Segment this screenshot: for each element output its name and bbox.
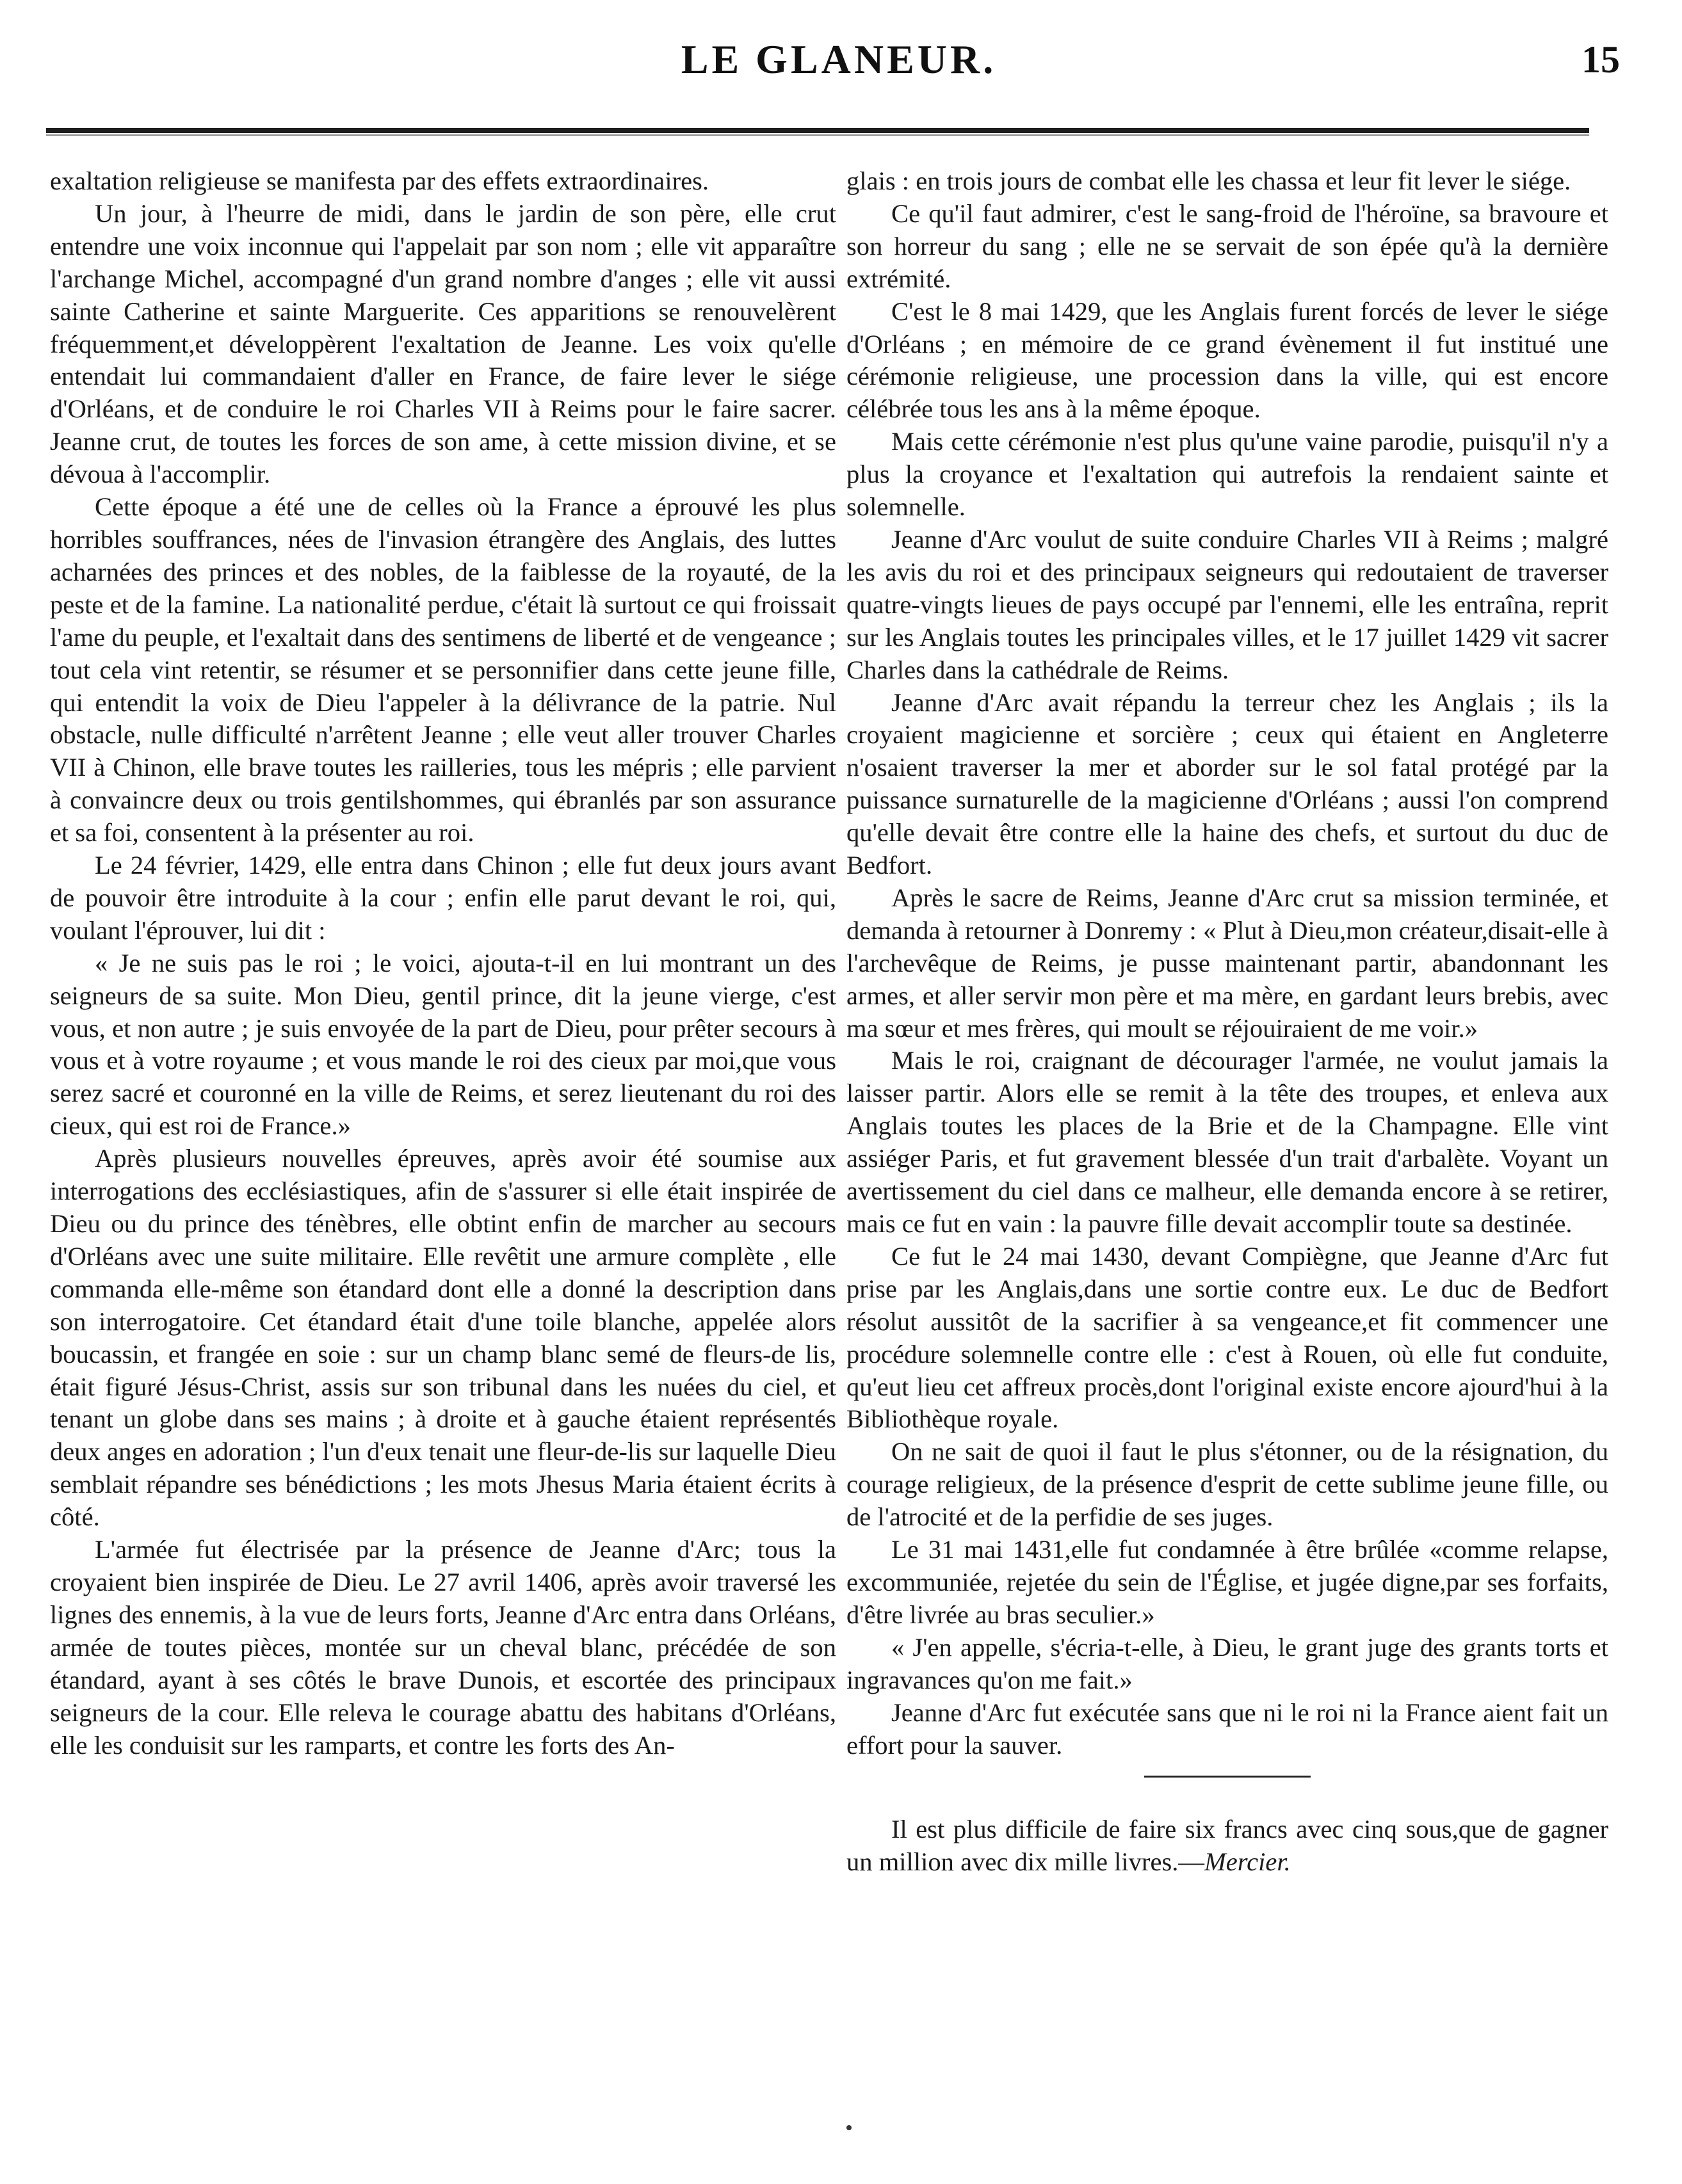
paragraph: L'armée fut électrisée par la présence de Jeanne d'Arc; tous la croyaient bien inspirée de Dieu. Le 27 avril 1406, après avoir traversé les lignes des ennemis, à la vue de leurs forts, Jeanne d'Arc entra dans Orléans, armée de toutes pièces, montée sur un cheval blanc, précédée de son étandard, ayant à ses côtés le brave Dunois, et escortée des principaux seigneurs de la cour. Elle releva le courage abattu des habitans d'Orléans, elle les conduisit sur les ramparts, et contre les forts des An- (50, 1535, 836, 1760)
paragraph: Le 24 février, 1429, elle entra dans Chinon ; elle fut deux jours avant de pouvoir être introduite à la cour ; enfin elle parut devant le roi, qui, voulant l'éprouver, lui dit : (50, 851, 836, 945)
paragraph: glais : en trois jours de combat elle les chassa et leur fit lever le siége. (846, 166, 1571, 195)
article-end-rule (1144, 1776, 1311, 1778)
paragraph: Ce qu'il faut admirer, c'est le sang-froid de l'héroïne, sa bravoure et son horreur du sang ; elle ne se servait de son épée qu'à la dernière extrémité. (846, 198, 1608, 293)
paragraph: Ce fut le 24 mai 1430, devant Compiègne, que Jeanne d'Arc fut prise par les Anglais,dans une sortie contre eux. Le duc de Bedfort résolut aussitôt de la sacrifier à sa vengeance,et fit commencer une procédure solemnelle contre elle : c'est à Rouen, où elle fut conduite, qu'eut lieu cet affreux procès,dont l'original existe encore ajourd'hui à la Bibliothèque royale. (846, 1241, 1608, 1434)
paragraph: Après le sacre de Reims, Jeanne d'Arc crut sa mission terminée, et demanda à retourner à Donremy : « Plut à Dieu,mon créateur,disait-elle à l'archevêque de Reims, je pusse maintenant partir, abandonnant les armes, et aller servir mon père et ma mère, en gardant leurs brebis, avec ma sœur et mes frères, qui moult se réjouiraient de me voir.» (846, 883, 1608, 1043)
ink-speck (846, 2125, 852, 2130)
paragraph: Mais le roi, craignant de décourager l'armée, ne voulut jamais la laisser partir. Alors elle se remit à la tête des troupes, et enleva aux Anglais toutes les places de la Brie et de la Champagne. Elle vint assiéger Paris, et fut gravement blessée d'un trait d'arbalète. Voyant un avertissement du ciel dans ce malheur, elle demanda encore à se retirer, mais ce fut en vain : la pauvre fille devait accomplir toute sa destinée. (846, 1046, 1608, 1238)
left-column (50, 165, 836, 2124)
paragraph: C'est le 8 mai 1429, que les Anglais furent forcés de lever le siége d'Orléans ; en mémoire de ce grand évènement il fut institué une cérémonie religieuse, une procession dans la ville, qui est encore célébrée tous les ans à la même époque. (846, 296, 1608, 424)
paragraph: Après plusieurs nouvelles épreuves, après avoir été soumise aux interrogations des ecclésiastiques, afin de s'assurer si elle était inspirée de Dieu ou du prince des ténèbres, elle obtint enfin de marcher au secours d'Orléans avec une suite militaire. Elle revêtit une armure complète , elle commanda elle-même son étandard dont elle a donné la description dans son interrogatoire. Cet étandard était d'une toile blanche, appelée alors boucassin, et frangée en soie : sur un champ blanc semé de fleurs-de lis, était figuré Jésus-Christ, assis sur son tribunal dans les nuées du ciel, et tenant un globe dans ses mains ; à droite et à gauche étaient représentés deux anges en adoration ; l'un d'eux tenait une fleur-de-lis sur laquelle Dieu semblait répandre ses bénédictions ; les mots Jhesus Maria étaient écrits à côté. (50, 1144, 836, 1532)
paragraph: Cette époque a été une de celles où la France a éprouvé les plus horribles souffrances, nées de l'invasion étrangère des Anglais, des luttes acharnées des princes et des nobles, de la faiblesse de la royauté, de la peste et de la famine. La nationalité perdue, c'était là surtout ce qui froissait l'ame du peuple, et l'exaltait dans des sentimens de liberté et de vengeance ; tout cela vint retentir, se résumer et se personnifier dans cette jeune fille, qui entendit la voix de Dieu l'appeler à la délivrance de la patrie. Nul obstacle, nulle difficulté n'arrêtent Jeanne ; elle veut aller trouver Charles VII à Chinon, elle brave toutes les railleries, tous les mépris ; elle parvient à convaincre deux ou trois gentilshommes, qui ébranlés par son assurance et sa foi, consentent à la présenter au roi. (50, 492, 836, 847)
paragraph: Jeanne d'Arc avait répandu la terreur chez les Anglais ; ils la croyaient magicienne et sorcière ; ceux qui étaient en Angleterre n'osaient traverser la mer et aborder sur le sol fatal protégé par la puissance surnaturelle de la magicienne d'Orléans ; aussi l'on comprend qu'elle devait être contre elle la haine des chefs, et surtout du duc de Bedfort. (846, 687, 1608, 880)
paragraph: Le 31 mai 1431,elle fut condamnée à être brûlée «comme relapse, excommuniée, rejetée du sein de l'Église, et jugée digne,par ses forfaits, d'être livrée au bras seculier.» (846, 1535, 1608, 1629)
paragraph: On ne sait de quoi il faut le plus s'étonner, ou de la résignation, du courage religieux, de la présence d'esprit de cette sublime jeune fille, ou de l'atrocité et de la perfidie de ses juges. (846, 1437, 1608, 1532)
paragraph: Mais cette cérémonie n'est plus qu'une vaine parodie, puisqu'il n'y a plus la croyance et l'exaltation qui autrefois la rendaient sainte et solemnelle. (846, 427, 1608, 522)
paragraph: « J'en appelle, s'écria-t-elle, à Dieu, le grant juge des grants torts et ingravances qu'on me fait.» (846, 1632, 1608, 1694)
paragraph: Jeanne d'Arc fut exécutée sans que ni le roi ni la France aient fait un effort pour la sauver. (846, 1698, 1608, 1760)
paragraph: Un jour, à l'heurre de midi, dans le jardin de son père, elle crut entendre une voix inconnue qui l'appelait par son nom ; elle vit apparaître l'archange Michel, accompagné d'un grand nombre d'anges ; elle vit aussi sainte Catherine et sainte Marguerite. Ces apparitions se renouvelèrent fréquemment,et développèrent l'exaltation de Jeanne. Les voix qu'elle entendait lui commandaient d'aller en France, de faire lever le siége d'Orléans, et de conduire le roi Charles VII à Reims pour le faire sacrer. Jeanne crut, de toutes les forces de son ame, à cette mission divine, et se dévoua à l'accomplir. (50, 198, 836, 489)
paragraph: « Je ne suis pas le roi ; le voici, ajouta-t-il en lui montrant un des seigneurs de sa suite. Mon Dieu, gentil prince, dit la jeune vierge, c'est vous, et non autre ; je suis envoyée de la part de Dieu, pour prêter secours à vous et à votre royaume ; et vous mande le roi des cieux par moi,que vous serez sacré et couronné en la ville de Reims, et serez lieutenant du roi des cieux, qui est roi de France.» (50, 948, 836, 1141)
page-number: 15 (1581, 38, 1620, 81)
epigram (846, 1813, 1608, 1879)
page-header-title: LE GLANEUR. (681, 36, 997, 82)
paragraph: exaltation religieuse se manifesta par des effets extraordinaires. (50, 166, 709, 195)
epigram-text: Il est plus difficile de faire six francs avec cinq sous,que de gagner un million avec dix mille livres.— (846, 1815, 1608, 1877)
right-column (846, 165, 1608, 2124)
epigram-author: Mercier. (1204, 1847, 1291, 1877)
header-rule (46, 128, 1589, 136)
paragraph: Jeanne d'Arc voulut de suite conduire Charles VII à Reims ; malgré les avis du roi et des principaux seigneurs qui redoutaient de traverser quatre-vingts lieues de pays occupé par l'ennemi, elle les entraîna, reprit sur les Anglais toutes les principales villes, et le 17 juillet 1429 vit sacrer Charles dans la cathédrale de Reims. (846, 524, 1608, 684)
